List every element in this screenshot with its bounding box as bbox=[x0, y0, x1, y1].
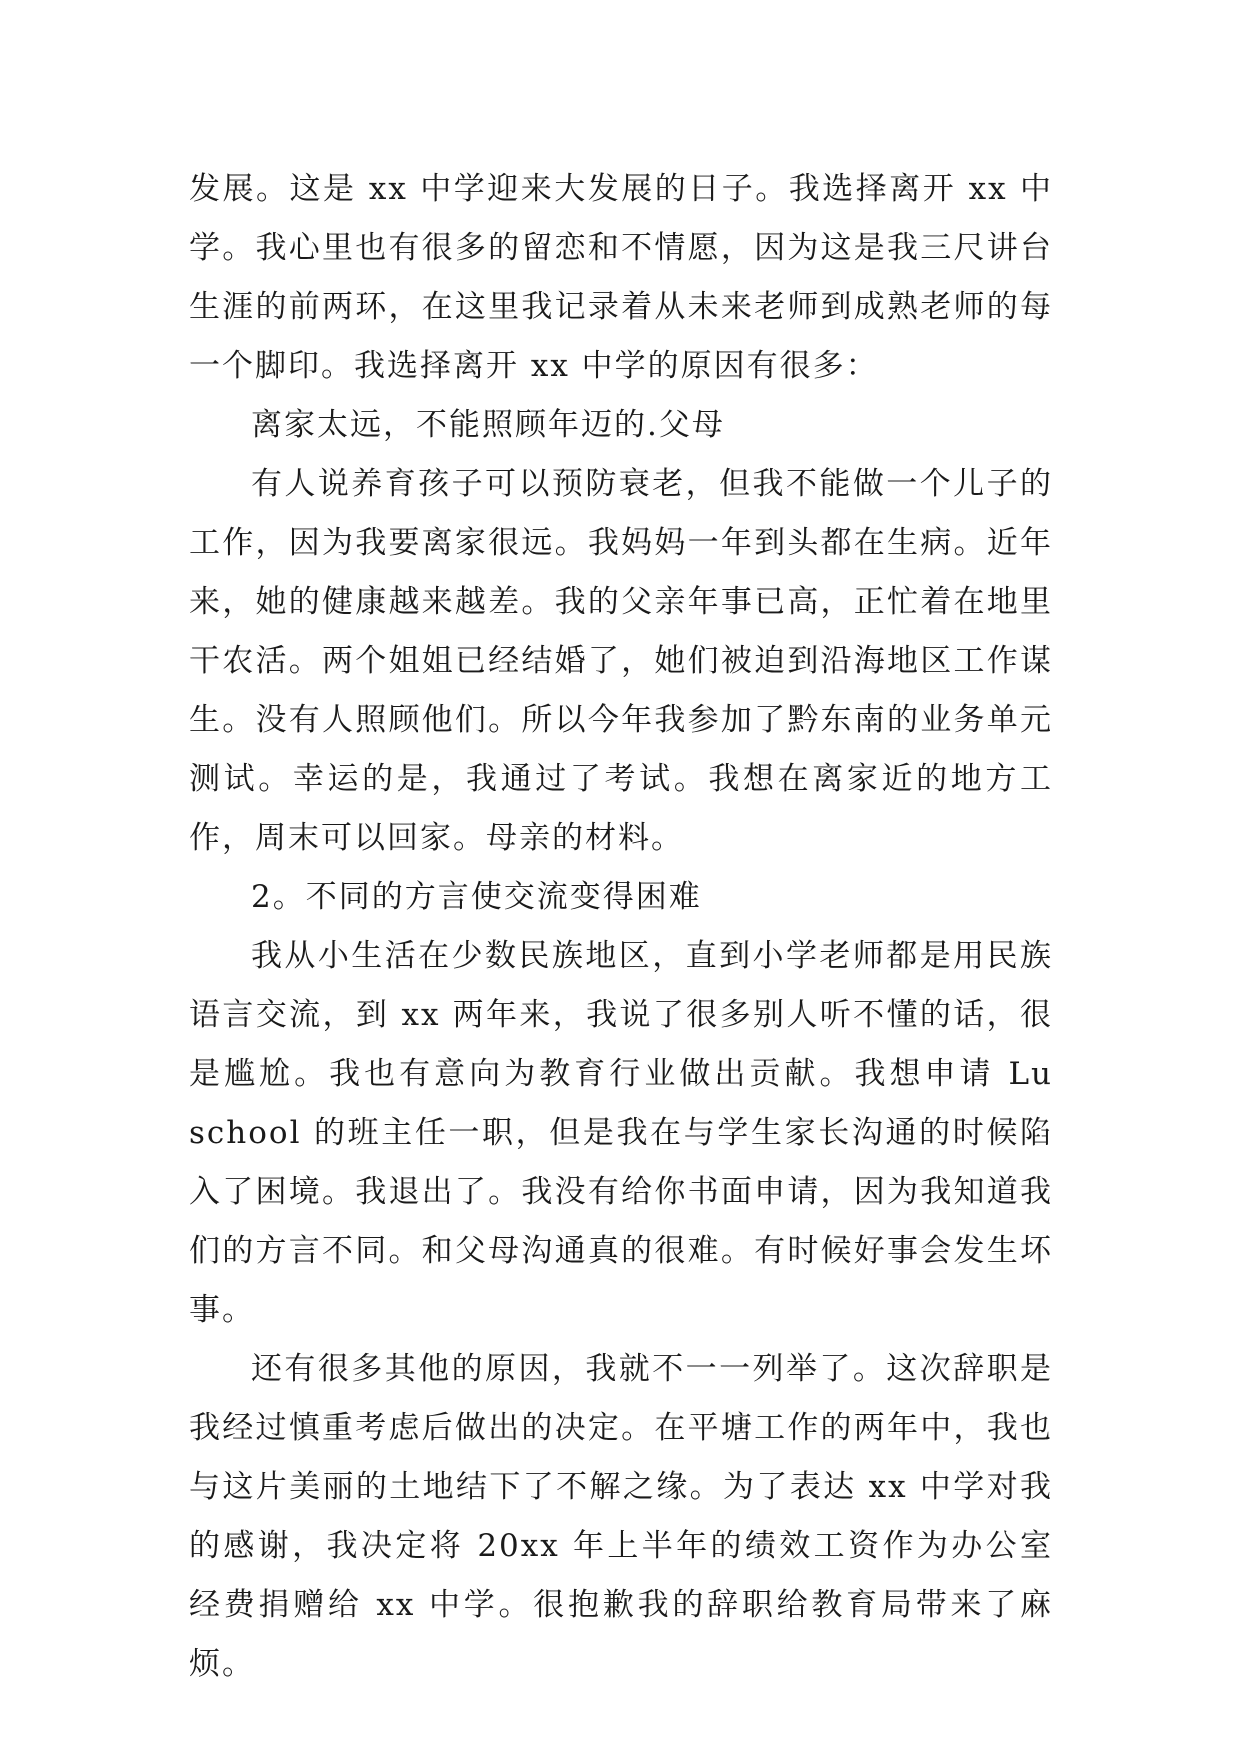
paragraph-heading-distance: 离家太远，不能照顾年迈的.父母 bbox=[251, 407, 725, 443]
paragraph-heading-dialect: 2。不同的方言使交流变得困难 bbox=[251, 879, 702, 915]
paragraph-continuation: 发展。这是 xx 中学迎来大发展的日子。我选择离开 xx 中学。我心里也有很多的留恋和不情愿，因为这是我三尺讲台生涯的前两环，在这里我记录着从未来老师到成熟老师的每一个脚印。我选择离开 xx 中学的原因有很多： bbox=[189, 171, 1053, 384]
document-body bbox=[189, 160, 1053, 1694]
paragraph-family: 有人说养育孩子可以预防衰老，但我不能做一个儿子的工作，因为我要离家很远。我妈妈一年到头都在生病。近年来，她的健康越来越差。我的父亲年事已高，正忙着在地里干农活。两个姐姐已经结婚了，她们被迫到沿海地区工作谋生。没有人照顾他们。所以今年我参加了黔东南的业务单元测试。幸运的是，我通过了考试。我想在离家近的地方工作，周末可以回家。母亲的材料。 bbox=[189, 466, 1053, 856]
paragraph-dialect: 我从小生活在少数民族地区，直到小学老师都是用民族语言交流，到 xx 两年来，我说了很多别人听不懂的话，很是尴尬。我也有意向为教育行业做出贡献。我想申请 Lu school 的班主任一职，但是我在与学生家长沟通的时候陷入了困境。我退出了。我没有给你书面申请，因为我知道我们的方言不同。和父母沟通真的很难。有时候好事会发生坏事。 bbox=[189, 938, 1053, 1328]
paragraph-closing: 还有很多其他的原因，我就不一一列举了。这次辞职是我经过慎重考虑后做出的决定。在平塘工作的两年中，我也与这片美丽的土地结下了不解之缘。为了表达 xx 中学对我的感谢，我决定将 20xx 年上半年的绩效工资作为办公室经费捐赠给 xx 中学。很抱歉我的辞职给教育局带来了麻烦。 bbox=[189, 1351, 1053, 1682]
